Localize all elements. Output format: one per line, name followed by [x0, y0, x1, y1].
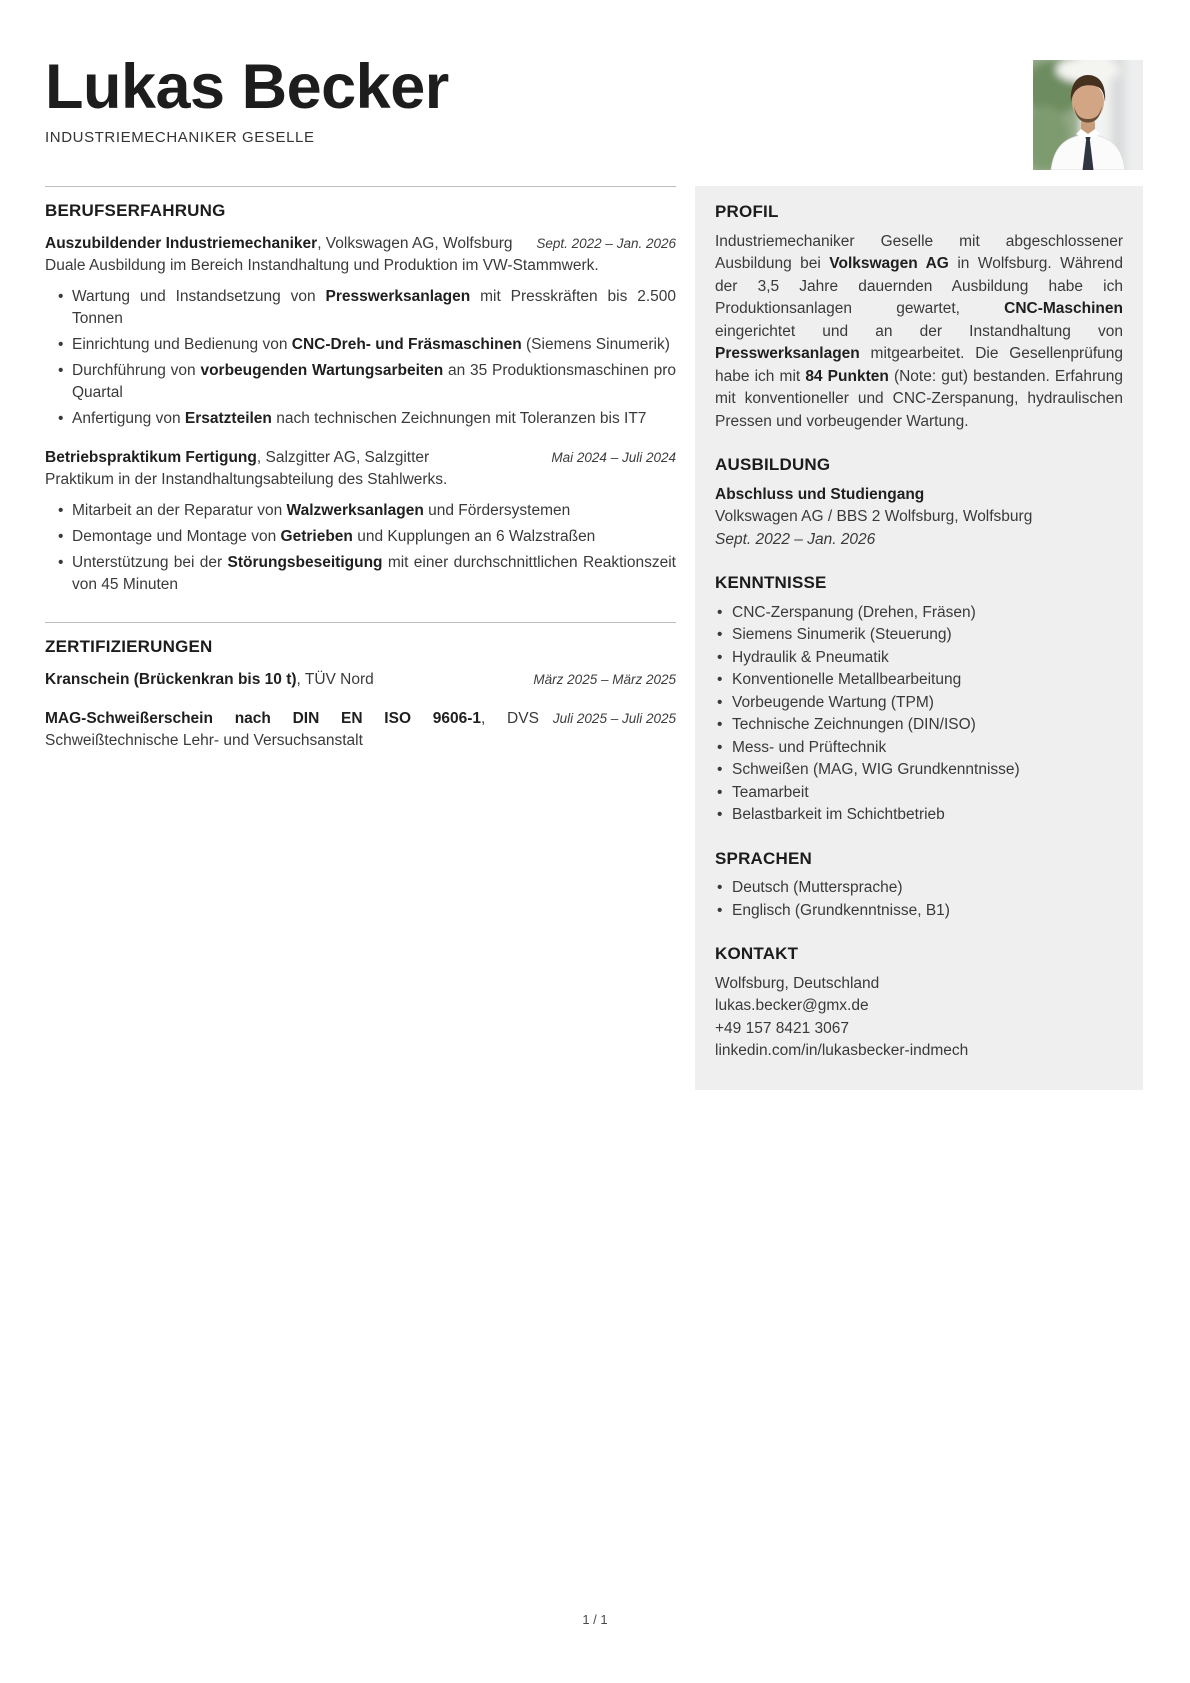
bullet-item: • Unterstützung bei der Störungsbeseitigung mit einer durchschnittlichen Reaktionszeit von 45 Minuten — [45, 552, 676, 596]
experience-entry-2 — [45, 447, 676, 596]
certification-entry-date: März 2025 – März 2025 — [533, 672, 676, 688]
sidebar-section-kontakt — [715, 943, 1123, 1063]
certification-entry-title-text: MAG-Schweißerschein nach DIN EN ISO 9606-1, DVS Schweißtechnische Lehr- und Versuchsanstalt — [45, 710, 539, 750]
skill-item: • Konventionelle Metallbearbeitung — [715, 669, 1123, 692]
experience-bullet-list — [45, 286, 676, 430]
experience-entry-title-text: Betriebspraktikum Fertigung, Salzgitter AG, Salzgitter — [45, 449, 430, 467]
section-heading-ausbildung: AUSBILDUNG — [715, 455, 831, 475]
sidebar-section-ausbildung — [715, 454, 1123, 551]
contact-phone: +49 157 8421 3067 — [715, 1019, 850, 1037]
experience-entry-1 — [45, 233, 676, 430]
divider-certifications — [45, 622, 676, 623]
page-number: 1 / 1 — [582, 1612, 608, 1627]
certification-entry-title — [45, 669, 676, 691]
section-heading-profil: PROFIL — [715, 202, 779, 222]
language-item: • Deutsch (Muttersprache) — [715, 877, 1123, 900]
sidebar-section-sprachen — [715, 848, 1123, 923]
section-heading-certifications: ZERTIFIZIERUNGEN — [45, 637, 213, 657]
profile-photo — [1033, 60, 1143, 170]
experience-entry-date: Mai 2024 – Juli 2024 — [551, 450, 676, 466]
contact-email: lukas.becker@gmx.de — [715, 997, 869, 1015]
skill-item: • Belastbarkeit im Schichtbetrieb — [715, 804, 1123, 827]
certification-entry-2 — [45, 708, 676, 752]
bullet-item: • Wartung und Instandsetzung von Presswerksanlagen mit Presskräften bis 2.500 Tonnen — [45, 286, 676, 330]
sidebar-section-profil — [715, 201, 1123, 433]
ausbildung-school: Volkswagen AG / BBS 2 Wolfsburg, Wolfsburg — [715, 508, 1033, 526]
contact-location: Wolfsburg, Deutschland — [715, 974, 880, 992]
section-heading-experience: BERUFSERFAHRUNG — [45, 201, 226, 221]
portrait-illustration — [1033, 60, 1143, 170]
sprachen-list — [715, 877, 1123, 922]
ausbildung-degree: Abschluss und Studiengang — [715, 485, 925, 503]
experience-entry-date: Sept. 2022 – Jan. 2026 — [536, 236, 676, 252]
skill-item: • Mess- und Prüftechnik — [715, 737, 1123, 760]
candidate-job-title: INDUSTRIEMECHANIKER GESELLE — [45, 129, 315, 147]
sidebar-section-kenntnisse — [715, 572, 1123, 827]
section-heading-kontakt: KONTAKT — [715, 944, 799, 964]
experience-entry-title — [45, 233, 676, 255]
certification-entry-1 — [45, 669, 676, 691]
skill-item: • Siemens Sinumerik (Steuerung) — [715, 624, 1123, 647]
skill-item: • Schweißen (MAG, WIG Grundkenntnisse) — [715, 759, 1123, 782]
bullet-item: • Durchführung von vorbeugenden Wartungsarbeiten an 35 Produktionsmaschinen pro Quartal — [45, 360, 676, 404]
header — [0, 0, 1190, 146]
experience-entry-title — [45, 447, 676, 469]
skill-item: • Technische Zeichnungen (DIN/ISO) — [715, 714, 1123, 737]
certification-entry-title-text: Kranschein (Brückenkran bis 10 t), TÜV Nord — [45, 671, 374, 689]
section-heading-sprachen: SPRACHEN — [715, 848, 813, 868]
candidate-name: Lukas Becker — [45, 52, 449, 122]
bullet-item: • Einrichtung und Bedienung von CNC-Dreh- und Fräsmaschinen (Siemens Sinumerik) — [45, 334, 676, 356]
skill-item: • Vorbeugende Wartung (TPM) — [715, 692, 1123, 715]
divider-top — [45, 186, 676, 187]
experience-entry-summary: Duale Ausbildung im Bereich Instandhaltung und Produktion im VW-Stammwerk. — [45, 257, 599, 275]
kenntnisse-list — [715, 602, 1123, 827]
section-heading-kenntnisse: KENNTNISSE — [715, 573, 827, 593]
bullet-item: • Mitarbeit an der Reparatur von Walzwerksanlagen und Fördersystemen — [45, 500, 676, 522]
bullet-item: • Anfertigung von Ersatzteilen nach technischen Zeichnungen mit Toleranzen bis IT7 — [45, 408, 676, 430]
skill-item: • CNC-Zerspanung (Drehen, Fräsen) — [715, 602, 1123, 625]
sidebar — [695, 186, 1143, 1090]
bullet-item: • Demontage und Montage von Getrieben und Kupplungen an 6 Walzstraßen — [45, 526, 676, 548]
ausbildung-date: Sept. 2022 – Jan. 2026 — [715, 530, 876, 548]
skill-item: • Teamarbeit — [715, 782, 1123, 805]
profil-text: Industriemechaniker Geselle mit abgeschlossener Ausbildung bei Volkswagen AG in Wolfsburg. Während der 3,5 Jahre dauernden Ausbildung habe ich Produktionsanlagen gewartet, CNC-Maschinen eingerichtet und an der Instandhaltung von Presswerksanlagen mitgearbeitet. Die Gesellenprüfung habe ich mit 84 Punkten (Note: gut) bestanden. Erfahrung mit konventioneller und CNC-Zerspanung, hydraulischen Pressen und vorbeugender Wartung. — [715, 232, 1123, 430]
certification-entry-title — [45, 708, 676, 752]
contact-linkedin: linkedin.com/in/lukasbecker-indmech — [715, 1042, 969, 1060]
language-item: • Englisch (Grundkenntnisse, B1) — [715, 900, 1123, 923]
skill-item: • Hydraulik & Pneumatik — [715, 647, 1123, 670]
experience-bullet-list — [45, 500, 676, 596]
experience-entry-title-text: Auszubildender Industriemechaniker, Volkswagen AG, Wolfsburg — [45, 235, 513, 253]
experience-entry-summary: Praktikum in der Instandhaltungsabteilung des Stahlwerks. — [45, 471, 448, 489]
main-column — [45, 186, 676, 769]
content-columns — [0, 186, 1190, 1090]
certification-entry-date: Juli 2025 – Juli 2025 — [552, 711, 676, 727]
